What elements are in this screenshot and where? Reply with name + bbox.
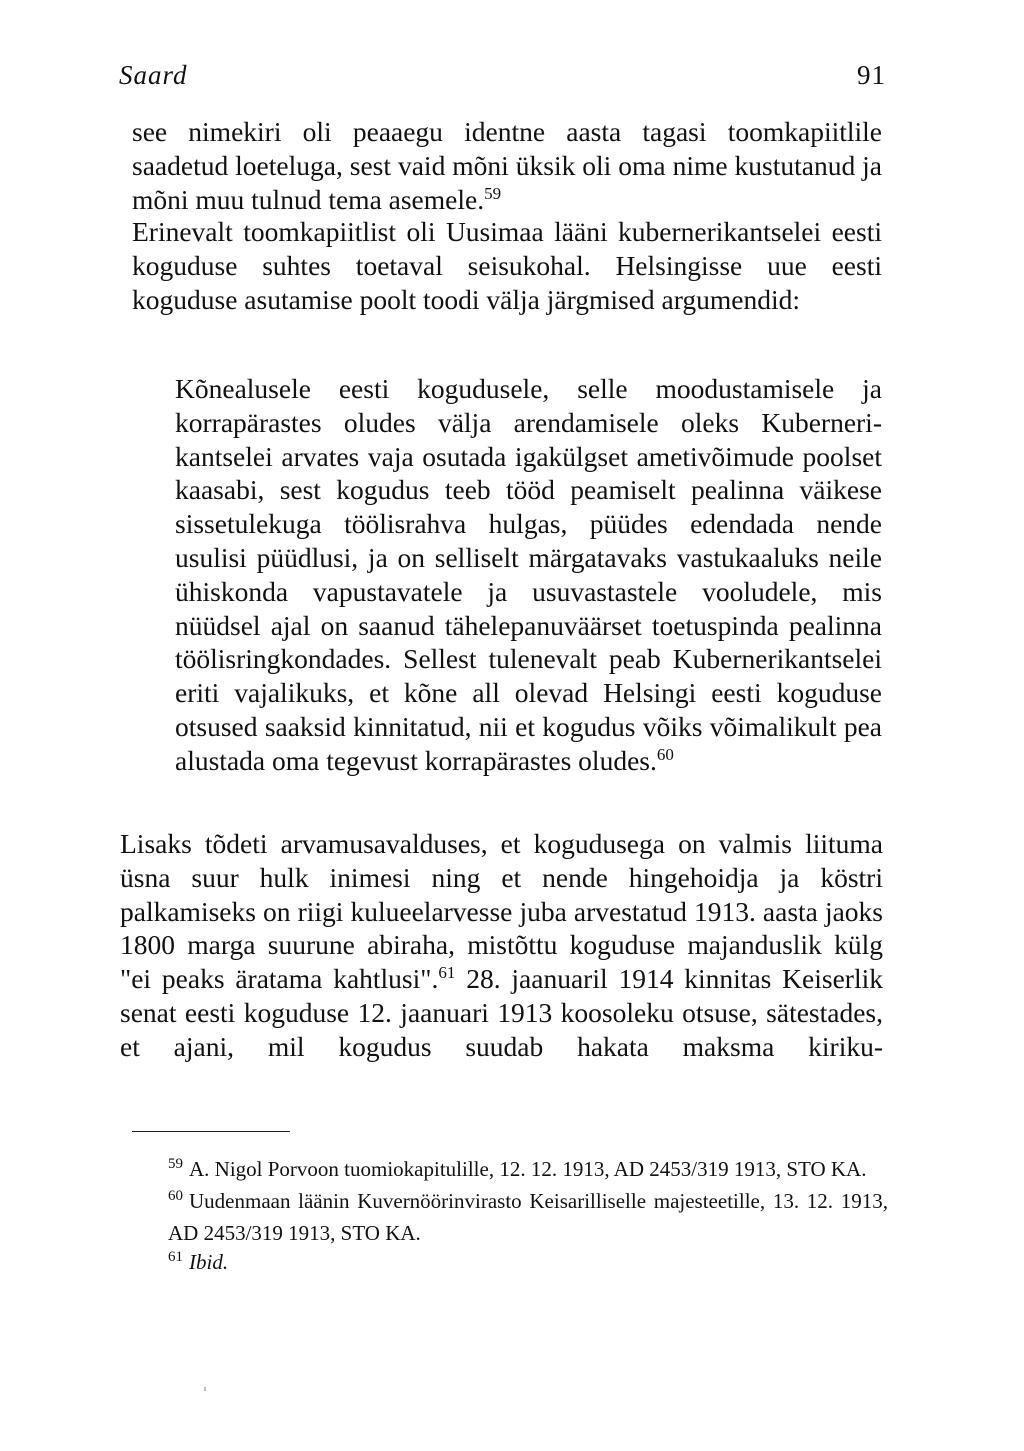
footnote-text: A. Nigol Porvoon tuomiokapitulille, 12. 12. 1913, AD 2453/319 1913, STO KA. bbox=[189, 1157, 867, 1181]
footnote-text: Uudenmaan läänin Kuvernöörinvirasto Keisarilliselle majesteetille, 13. 12. 1913, AD 2453/319 1913, STO KA. bbox=[168, 1189, 888, 1245]
block-quote bbox=[175, 372, 882, 778]
footnote-59 bbox=[168, 1155, 888, 1187]
footnote-61 bbox=[168, 1248, 888, 1280]
footnote-marker: 59 bbox=[168, 1156, 183, 1172]
scan-speck bbox=[204, 1387, 206, 1391]
footnote-60 bbox=[168, 1187, 888, 1248]
footnote-ref-60[interactable]: 60 bbox=[656, 744, 674, 764]
paragraph-2 bbox=[132, 215, 882, 316]
paragraph-3-text-b: 28. jaanuaril 1914 kinnitas Keiserlik senat eesti koguduse 12. jaanuari 1913 koosoleku otsuse, sätestades, et ajani, mil kogudus suudab hakata maksma kiriku- bbox=[120, 963, 883, 1062]
footnote-separator bbox=[132, 1131, 290, 1132]
footnote-ref-61[interactable]: 61 bbox=[438, 963, 456, 983]
paragraph-1-text: see nimekiri oli peaaegu identne aasta tagasi toomkapiitlile saadetud loeteluga, sest vaid mõni üksik oli oma nime kustutanud ja mõni muu tulnud tema asemele. bbox=[132, 116, 882, 215]
paragraph-3-text-a: Lisaks tõdeti arvamusavalduses, et kogudusega on valmis liituma üsna suur hulk inimesi ning et nende hingehoidja ja köstri palkamiseks on riigi kulueelarvesse juba arvestatud 1913. aasta jaoks 1800 marga suurune abiraha, mistõttu koguduse majanduslik külg "ei peaks äratama kahtlusi". bbox=[120, 828, 883, 995]
footnote-marker: 60 bbox=[168, 1188, 183, 1204]
block-quote-text: Kõnealusele eesti kogudusele, selle moodustamisele ja korrapärastes oludes välja arendamisele oleks Kubernerikantselei arvates vaja osutada igakülgset ametivõimude poolset kaasabi, sest kogudus teeb tööd peamiselt pealinna väikese sissetulekuga töölisrahva hulgas, püüdes edendada nende usulisi püüdlusi, ja on selliselt märgatavaks vastukaaluks neile ühiskonda vapustavatele ja usuvastastele vooludele, mis nüüdsel ajal on saanud tähelepanuväärset toetuspinda pealinna töölisringkondades. Sellest tulenevalt peab Kubernerikantselei eriti vajalikuks, et kõne all olevad Helsingi eesti koguduse otsused saaksid kinnitatud, nii et kogudus võiks võimalikult pea alustada oma tegevust korrapärastes oludes. bbox=[175, 373, 882, 776]
paragraph-1 bbox=[132, 115, 882, 216]
footnote-marker: 61 bbox=[168, 1249, 183, 1265]
page-header bbox=[119, 58, 886, 92]
running-head: Saard bbox=[119, 60, 188, 90]
paragraph-2-text: Erinevalt toomkapiitlist oli Uusimaa lääni kubernerikantselei eesti koguduse suhtes toetaval seisukohal. Helsingisse uue eesti koguduse asutamise poolt toodi välja järgmised argumendid: bbox=[132, 216, 882, 315]
footnote-ref-59[interactable]: 59 bbox=[484, 183, 502, 203]
footnote-text: Ibid. bbox=[189, 1250, 229, 1274]
page-number: 91 bbox=[857, 60, 886, 90]
paragraph-3 bbox=[120, 827, 883, 1064]
footnotes bbox=[168, 1155, 888, 1280]
